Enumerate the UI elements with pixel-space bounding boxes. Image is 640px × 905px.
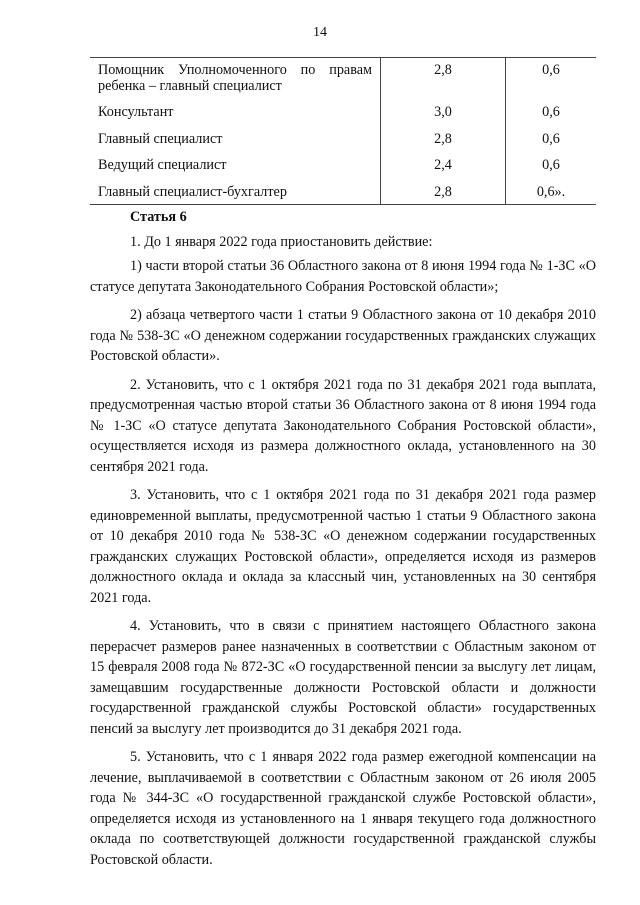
table-row (90, 58, 596, 97)
coefficient-cell: 2,8 (381, 176, 506, 205)
coefficient-cell: 2,8 (381, 58, 506, 97)
coefficient-cell: 0,6». (506, 176, 597, 205)
coefficient-cell: 0,6 (506, 58, 597, 97)
position-cell: Помощник Уполномоченного по правам ребенка – главный специалист (90, 58, 381, 97)
coefficient-cell: 2,8 (381, 123, 506, 150)
article-paragraph: 3. Установить, что с 1 октября 2021 года по 31 декабря 2021 года размер единовременной выплаты, предусмотренной частью 1 статьи 9 Областного закона от 10 декабря 2010 года № 538-ЗС «О денежном содержании государственных гражданских служащих Ростовской области», определяется исходя из размеров должностного оклада и оклада за классный чин, установленных на 30 сентября 2021 года. (90, 487, 596, 606)
table-row (90, 96, 596, 123)
coefficient-cell: 0,6 (542, 104, 560, 120)
salary-coefficient-table (90, 57, 596, 205)
position-cell: Ведущий специалист (90, 149, 381, 176)
coefficient-cell: 2,4 (381, 149, 506, 176)
coefficient-cell: 3,0 (381, 96, 506, 123)
position-cell: Главный специалист-бухгалтер (90, 176, 381, 205)
article-paragraph: 1) части второй статьи 36 Областного закона от 8 июня 1994 года № 1-ЗС «О статусе депутата Законодательного Собрания Ростовской области»; (90, 258, 596, 295)
article-paragraph: 1. До 1 января 2022 года приостановить действие: (130, 233, 433, 250)
article-paragraph: 4. Установить, что в связи с принятием настоящего Областного закона перерасчет размеров ранее назначенных в соответствии с Областным законом от 15 февраля 2008 года № 872-ЗС «О государственной пенсии за выслугу лет лицам, замещавшим государственные должности Ростовской области и должности государственной гражданской службы Ростовской области» государственных пенсий за выслугу лет производится до 31 декабря 2021 года. (90, 618, 596, 737)
position-cell: Консультант (90, 96, 381, 123)
article-paragraph: 2) абзаца четвертого части 1 статьи 9 Областного закона от 10 декабря 2010 года № 538-ЗС «О денежном содержании государственных гражданских служащих Ростовской области». (90, 307, 596, 364)
coefficient-cell: 0,6 (542, 157, 560, 173)
article-paragraph: 5. Установить, что с 1 января 2022 года размер ежегодной компенсации на лечение, выплачиваемой в соответствии с Областным законом от 26 июля 2005 года № 344-ЗС «О государственной гражданской службе Ростовской области», определяется исходя из установленного на 1 января текущего года должностного оклада по соответствующей должности государственной гражданской службы Ростовской области. (90, 749, 596, 868)
coefficient-cell: 0,6 (542, 130, 560, 147)
table-row (90, 123, 596, 150)
article-body (90, 207, 596, 878)
table-row (90, 149, 596, 176)
position-cell: Главный специалист (90, 123, 381, 150)
table-row (90, 176, 596, 205)
article-paragraph: 2. Установить, что с 1 октября 2021 года по 31 декабря 2021 года выплата, предусмотренная частью второй статьи 36 Областного закона от 8 июня 1994 года № 1-ЗС «О статусе депутата Законодательного Собрания Ростовской области», осуществляется исходя из размера должностного оклада, установленного на 30 сентября 2021 года. (90, 376, 596, 475)
article-title: Статья 6 (130, 209, 187, 225)
page-number: 14 (313, 25, 327, 40)
